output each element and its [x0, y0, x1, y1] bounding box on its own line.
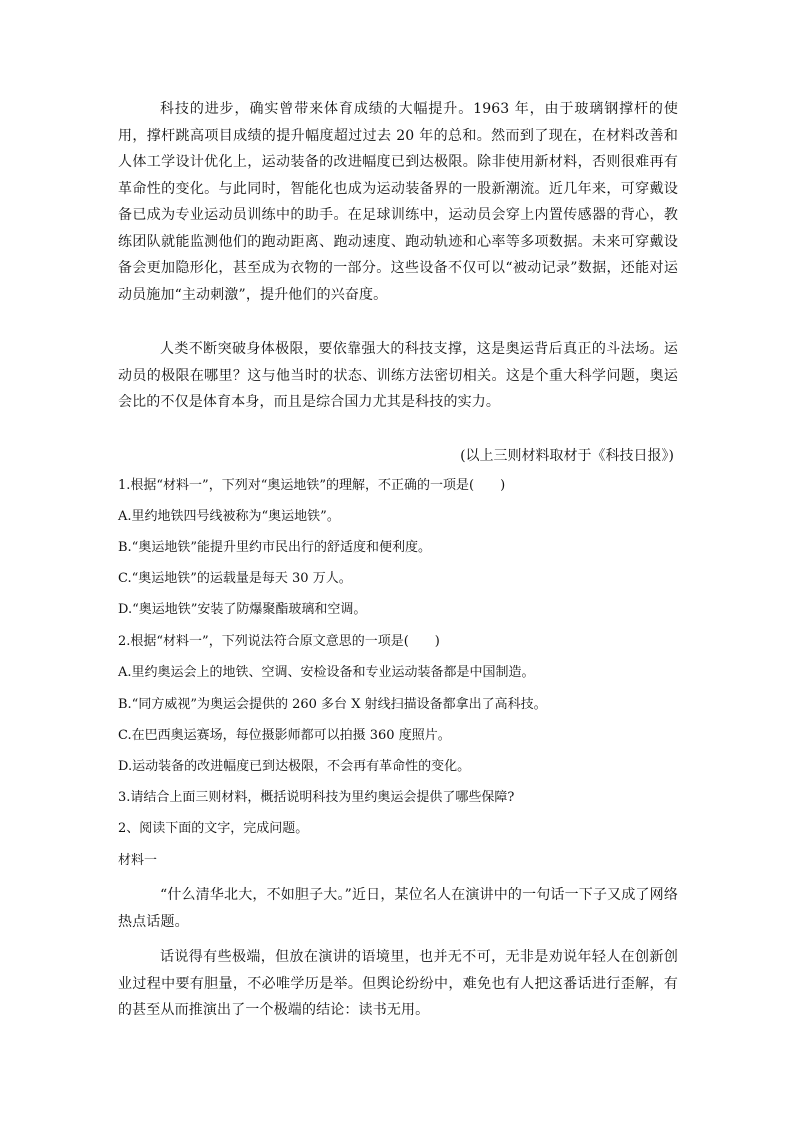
question-1-stem-text: 1.根据“材料一”，下列对“奥运地铁”的理解，不正确的一项是(	[118, 478, 475, 493]
question-1-option-c: C.“奥运地铁”的运载量是每天 30 万人。	[118, 571, 352, 586]
question-2-option-c: C.在巴西奥运赛场，每位摄影师都可以拍摄 360 度照片。	[118, 728, 451, 743]
passage-2-paragraph-2: 话说得有些极端，但放在演讲的语境里，也并无不可，无非是劝说年轻人在创新创业过程中要有胆量，不必唯学历是举。但舆论纷纷中，难免也有人把这番话进行歪解，有的甚至从而推演出了一个极端的结论：读书无用。	[118, 949, 678, 1018]
section-2-heading: 2、阅读下面的文字，完成问题。	[118, 821, 309, 836]
passage-human-limits: 人类不断突破身体极限，要依靠强大的科技支撑，这是奥运背后真正的斗法场。运动员的极限在哪里？这与他当时的状态、训练方法密切相关。这是个重大科学问题，奥运会比的不仅是体育本身，而且是综合国力尤其是科技的实力。	[118, 341, 678, 410]
question-1-option-a: A.里约地铁四号线被称为“奥运地铁”。	[118, 509, 340, 524]
question-2-option-b: B.“同方威视”为奥运会提供的 260 多台 X 射线扫描设备都拿出了高科技。	[118, 697, 547, 712]
material-label: 材料一	[118, 853, 158, 868]
passage-2-paragraph-1: “什么清华北大，不如胆子大。”近日，某位名人在演讲中的一句话一下子又成了网络热点话题。	[118, 887, 678, 930]
question-2-stem	[118, 631, 678, 653]
question-2-option-d: D.运动装备的改进幅度已到达极限，不会再有革命性的变化。	[118, 759, 471, 774]
question-1-option-b: B.“奥运地铁”能提升里约市民出行的舒适度和便利度。	[118, 540, 431, 555]
question-1-option-d: D.“奥运地铁”安装了防爆聚酯玻璃和空调。	[118, 602, 367, 617]
question-3: 3.请结合上面三则材料，概括说明科技为里约奥运会提供了哪些保障?	[118, 790, 515, 805]
question-2-stem-close: )	[434, 634, 440, 649]
source-citation: (以上三则材料取材于《科技日报》)	[460, 448, 674, 464]
question-1-stem	[118, 475, 678, 497]
question-2-option-a: A.里约奥运会上的地铁、空调、安检设备和专业运动装备都是中国制造。	[118, 665, 535, 680]
question-1-stem-close: )	[500, 478, 506, 493]
passage-tech-equipment: 科技的进步，确实曾带来体育成绩的大幅提升。1963 年，由于玻璃钢撑杆的使用，撑杆跳高项目成绩的提升幅度超过过去 20 年的总和。然而到了现在，在材料改善和人体工学设计优化上，运动装备的改进幅度已到达极限。除非使用新材料，否则很难再有革命性的变化。与此同时，智能化也成为运动装备界的一股新潮流。近几年来，可穿戴设备已成为专业运动员训练中的助手。在足球训练中，运动员会穿上内置传感器的背心，教练团队就能监测他们的跑动距离、跑动速度、跑动轨迹和心率等多项数据。未来可穿戴设备会更加隐形化，甚至成为衣物的一部分。这些设备不仅可以“被动记录”数据，还能对运动员施加“主动刺激”，提升他们的兴奋度。	[118, 101, 678, 303]
question-2-stem-text: 2.根据“材料一”，下列说法符合原文意思的一项是(	[118, 634, 409, 649]
